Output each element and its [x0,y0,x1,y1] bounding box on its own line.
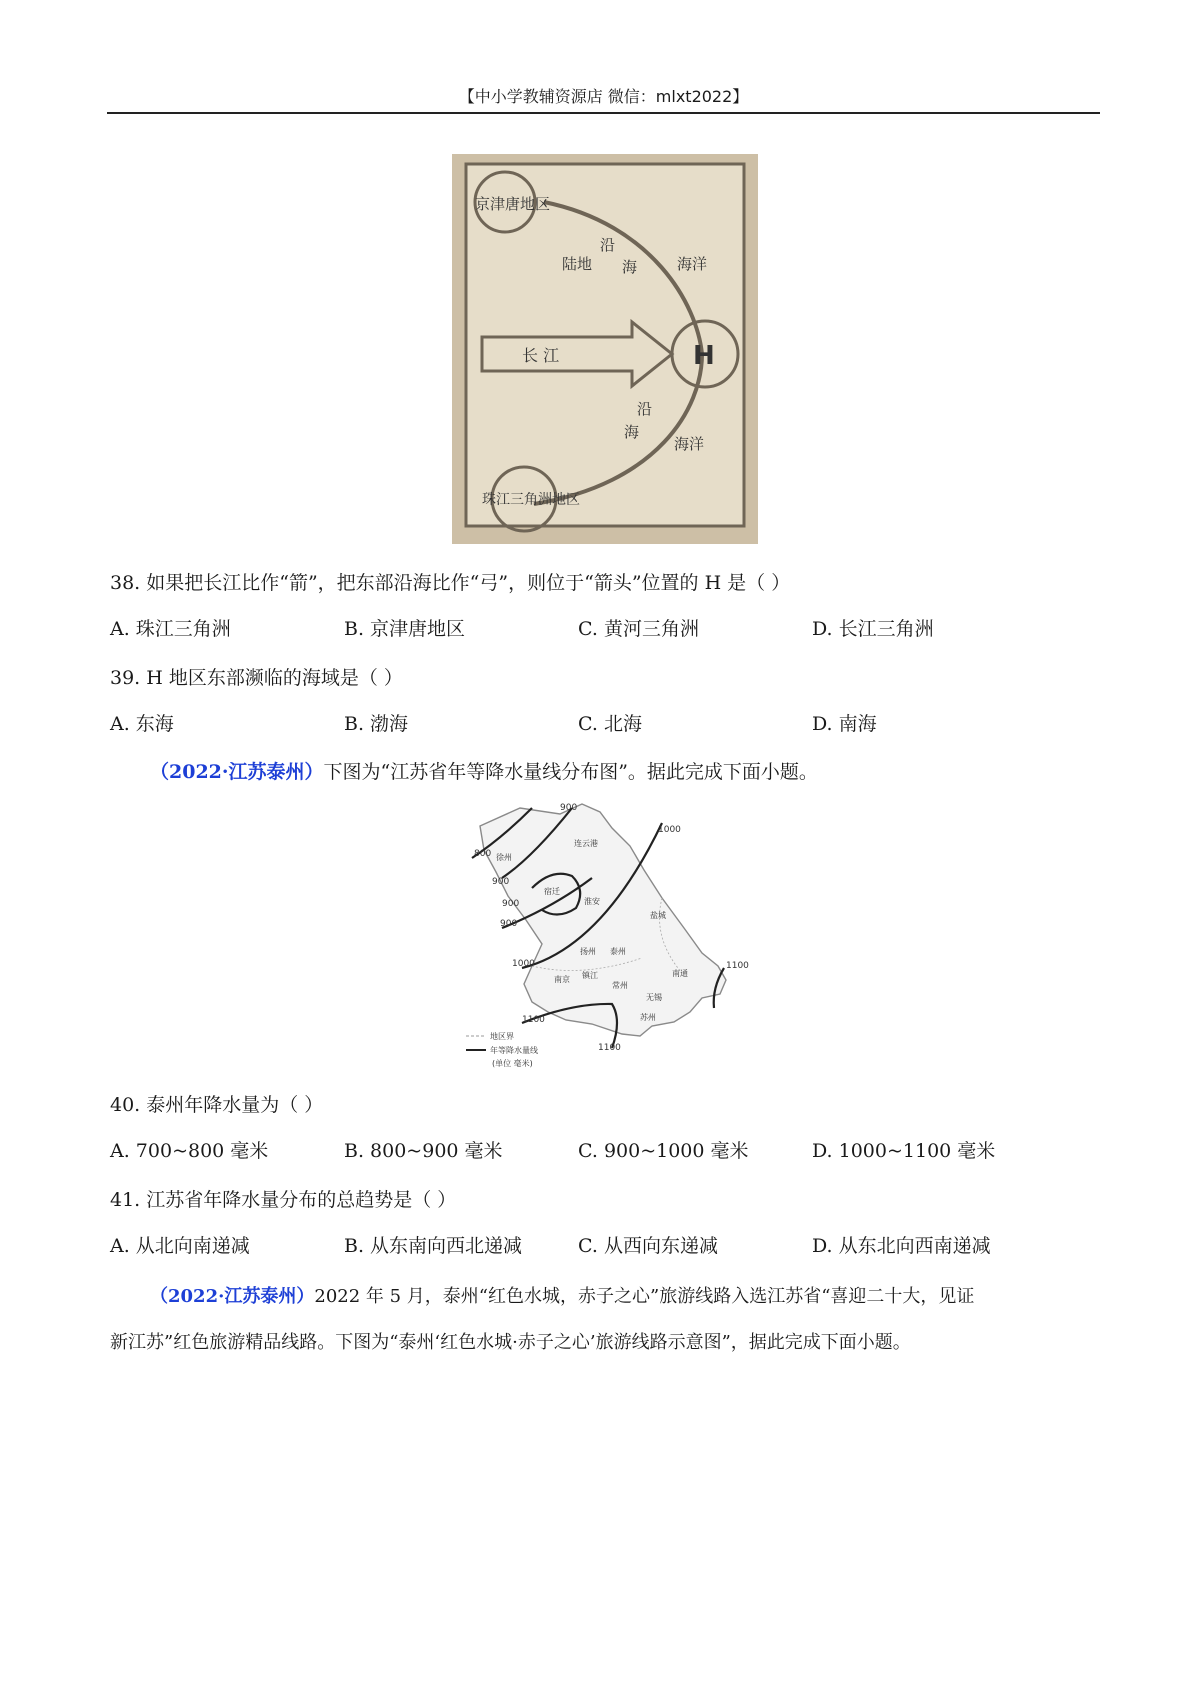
q40-option-c: C. 900~1000 毫米 [578,1140,749,1162]
jiangsu-precipitation-map [462,798,754,1081]
label-coast-top-1: 沿 [600,236,616,254]
question-39-stem: 39. H 地区东部濒临的海域是（ ） [110,667,403,689]
intro-text-line-2: 新江苏”红色旅游精品线路。下图为“泰州‘红色水城·赤子之心’旅游线路示意图”，据此完成下面小题。 [110,1332,911,1353]
label-ocean-top: 海洋 [677,255,708,273]
city-label: 扬州 [580,947,596,956]
label-ocean-bottom: 海洋 [674,435,705,453]
q38-option-b: B. 京津唐地区 [344,618,466,640]
page-header: 【中小学教辅资源店 微信：mlxt2022】 [107,84,1100,114]
isoline-label: 1100 [598,1043,621,1053]
city-label: 宿迁 [544,887,560,896]
isoline-label: 900 [500,919,518,929]
city-label: 盐城 [650,911,666,920]
label-coast-top-2: 海 [622,258,638,276]
isoline-label: 900 [560,803,578,813]
isoline-label: 1000 [512,959,535,969]
label-h: H [693,341,715,371]
city-label: 南通 [672,969,688,978]
city-label: 徐州 [496,853,512,862]
question-41-stem: 41. 江苏省年降水量分布的总趋势是（ ） [110,1189,457,1211]
question-40-stem: 40. 泰州年降水量为（ ） [110,1094,324,1116]
intro-paragraph-2 [150,1282,974,1308]
label-river: 长 江 [522,346,560,365]
legend-boundary: 地区界 [490,1032,514,1041]
city-label: 无锡 [646,993,662,1002]
isoline-label: 1000 [658,825,681,835]
q41-option-c: C. 从西向东递减 [578,1235,718,1257]
isoline-label: 900 [492,877,510,887]
city-label: 镇江 [582,971,598,980]
city-label: 连云港 [574,839,598,848]
q40-option-a: A. 700~800 毫米 [110,1140,269,1162]
q38-option-d: D. 长江三角洲 [812,618,934,640]
q39-option-a: A. 东海 [110,713,174,735]
q40-option-b: B. 800~900 毫米 [344,1140,503,1162]
q41-option-b: B. 从东南向西北递减 [344,1235,523,1257]
city-label: 苏州 [640,1013,656,1022]
q39-option-d: D. 南海 [812,713,877,735]
isoline-label: 1100 [522,1015,545,1025]
legend-isoline: 年等降水量线 [490,1046,538,1055]
question-38-stem: 38. 如果把长江比作“箭”，把东部沿海比作“弓”，则位于“箭头”位置的 H 是（ ） [110,572,791,594]
label-south-circle: 珠江三角洲地区 [482,492,580,508]
q38-option-a: A. 珠江三角洲 [110,618,231,640]
q41-option-a: A. 从北向南递减 [110,1235,250,1257]
label-land: 陆地 [562,255,593,273]
isoline-label: 800 [474,849,492,859]
city-label: 常州 [612,981,628,990]
isoline-label: 1100 [726,961,749,971]
isoline-label: 900 [502,899,520,909]
q38-option-c: C. 黄河三角洲 [578,618,699,640]
label-coast-bottom-2: 海 [624,423,640,441]
city-label: 泰州 [610,947,626,956]
city-label: 南京 [554,975,570,984]
q41-option-d: D. 从东北向西南递减 [812,1235,991,1257]
label-coast-bottom-1: 沿 [637,400,653,418]
q40-option-d: D. 1000~1100 毫米 [812,1140,996,1162]
q39-option-b: B. 渤海 [344,713,409,735]
source-tag: （2022·江苏泰州） [150,1286,315,1307]
intro-text-line-1: 2022 年 5 月，泰州“红色水城，赤子之心”旅游线路入选江苏省“喜迎二十大，见证 [314,1286,975,1307]
arrow-bow-figure [452,154,758,544]
q39-option-c: C. 北海 [578,713,642,735]
legend-unit: (单位 毫米) [492,1059,533,1068]
intro-paragraph-1 [150,757,818,784]
source-tag: （2022·江苏泰州） [150,761,324,783]
intro-text: 下图为“江苏省年等降水量线分布图”。据此完成下面小题。 [323,761,818,783]
label-north-circle: 京津唐地区 [475,195,551,213]
city-label: 淮安 [584,897,600,906]
